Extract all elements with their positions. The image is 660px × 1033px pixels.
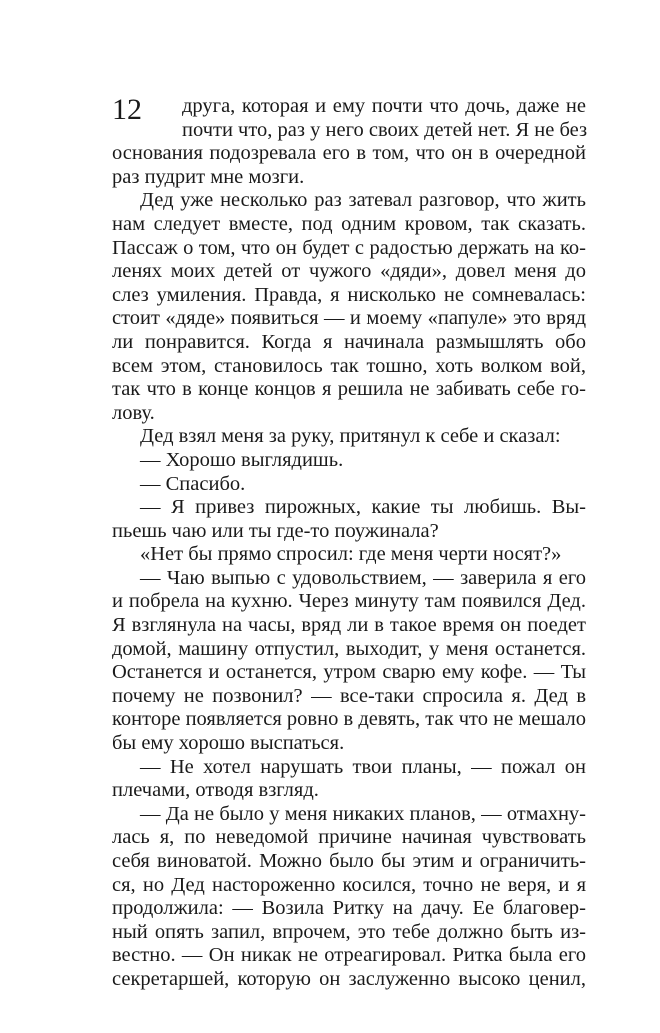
text-line: плечами, отводя взгляд. (112, 779, 319, 802)
page-number: 12 (112, 93, 142, 126)
text-line: и побрела на кухню. Через минуту там появился Дед. (112, 590, 586, 613)
text-line: раз пудрит мне мозги. (112, 165, 305, 188)
text-line: лась я, по неведомой причине начиная чувствовать (112, 826, 586, 849)
text-line: Останется и останется, утром сварю ему кофе. — Ты (112, 661, 586, 684)
text-line: ся, но Дед настороженно косился, точно не веря, и я (112, 873, 586, 896)
text-line: секретаршей, которую он заслуженно высоко ценил, (112, 967, 586, 990)
text-line: ный опять запил, впрочем, это тебе должно быть из- (112, 920, 586, 943)
text-line: Пассаж о том, что он будет с радостью держать на ко- (112, 236, 586, 259)
text-line: — Спасибо. (140, 472, 246, 495)
text-line: — Я привез пирожных, какие ты любишь. Вы- (140, 496, 586, 519)
text-line: Я взглянула на часы, вряд ли в такое время он поедет (112, 614, 586, 637)
text-line: стоит «дяде» появиться — и моему «папуле» это вряд (112, 307, 586, 330)
text-line: лову. (112, 401, 155, 424)
text-line: друга, которая и ему почти что дочь, даже не (182, 95, 586, 117)
text-line: всем этом, становилось так тошно, хоть волком вой, (112, 354, 586, 377)
text-line: слез умиления. Правда, я нисколько не сомневалась: (112, 283, 586, 306)
text-line: «Нет бы прямо спросил: где меня черти носят?» (140, 543, 562, 566)
text-line: ленях моих детей от чужого «дяди», довел меня до (112, 260, 586, 283)
text-line: бы ему хорошо выспаться. (112, 732, 345, 755)
text-line: почти что, раз у него своих детей нет. Я не без (182, 118, 588, 141)
text-line: так что в конце концов я решила не забивать себе го- (112, 378, 586, 401)
text-line: почему не позвонил? — все-таки спросила я. Дед в (112, 684, 586, 707)
text-line: — Хорошо выглядишь. (140, 448, 344, 471)
text-line: себя виноватой. Можно было бы этим и ограничить- (112, 850, 586, 872)
text-line: — Да не было у меня никаких планов, — отмахну- (140, 802, 586, 825)
text-line: — Чаю выпью с удовольствием, — заверила я его (140, 566, 586, 589)
body-text (112, 95, 586, 992)
text-line: основания подозревала его в том, что он в очередной (112, 142, 586, 165)
text-line: конторе появляется ровно в девять, так что не мешало (112, 708, 586, 731)
text-line: — Не хотел нарушать твои планы, — пожал он (140, 755, 586, 778)
text-line: домой, машину отпустил, выходит, у меня останется. (112, 637, 586, 660)
text-line: пьешь чаю или ты где-то поужинала? (112, 519, 439, 542)
text-line: Дед взял меня за руку, притянул к себе и сказал: (140, 425, 561, 448)
text-line: ли понравится. Когда я начинала размышлять обо (112, 330, 586, 353)
text-line: Дед уже несколько раз затевал разговор, что жить (140, 189, 586, 212)
text-line: вестно. — Он никак не отреагировал. Ритка была его (112, 944, 586, 967)
text-line: нам следует вместе, под одним кровом, так сказать. (112, 212, 586, 235)
text-line: продолжила: — Возила Ритку на дачу. Ее благовер- (112, 897, 586, 920)
